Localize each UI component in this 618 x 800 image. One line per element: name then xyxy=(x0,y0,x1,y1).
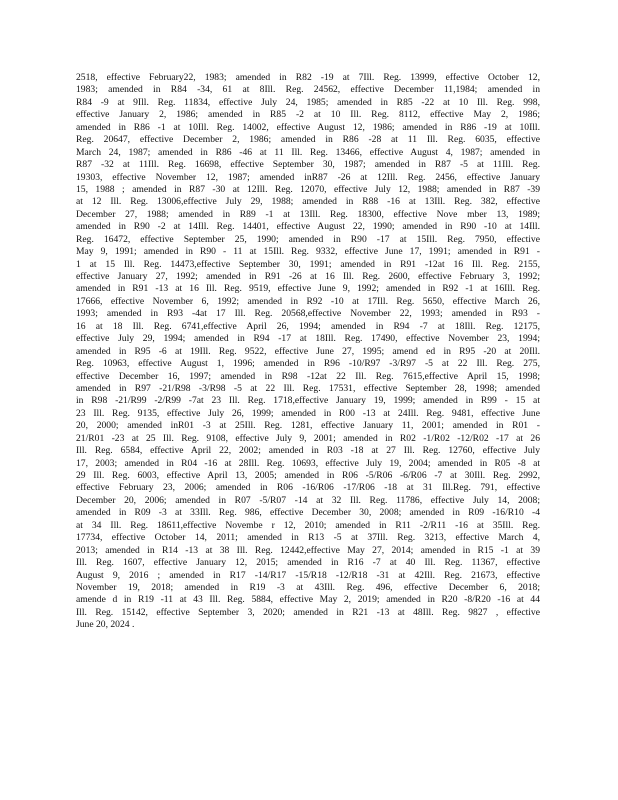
text-line: 1 at 15 Ill. Reg. 14473,effective September 30, 1991; amended in R91 -12at 16 Ill. Reg. 2155, xyxy=(76,258,540,270)
text-line: Reg. 10963, effective August 1, 1996; amended in R96 -10/R97 -3/R97 -5 at 22 Ill. Reg. 275, xyxy=(76,358,540,370)
text-line: R84 -9 at 9Ill. Reg. 11834, effective July 24, 1985; amended in R85 -22 at 10 Ill. Reg. 998, xyxy=(76,96,540,108)
text-line: 19303, effective November 12, 1987; amended inR87 -26 at 12Ill. Reg. 2456, effective January xyxy=(76,171,540,183)
text-line: May 9, 1991; amended in R90 - 11 at 15Ill. Reg. 9332, effective June 17, 1991; amended in R91 - xyxy=(76,246,540,258)
text-line: R87 -32 at 11Ill. Reg. 16698, effective September 30, 1987; amended in R87 -5 at 11Ill. Reg. xyxy=(76,159,540,171)
text-line: 1993; amended in R93 -4at 17 Ill. Reg. 20568,effective November 22, 1993; amended in R93 - xyxy=(76,308,540,320)
text-line: effective January 27, 1992; amended in R91 -26 at 16 Ill. Reg. 2600, effective February 3, 1992; xyxy=(76,271,540,282)
text-line: amended in R09 -3 at 33Ill. Reg. 986, effective December 30, 2008; amended in R09 -16/R10 -4 xyxy=(76,507,540,519)
source-note-paragraph xyxy=(76,72,540,632)
text-line: 16 at 18 Ill. Reg. 6741,effective April 26, 1994; amended in R94 -7 at 18Ill. Reg. 12175, xyxy=(76,320,540,332)
text-line: 2013; amended in R14 -13 at 38 Ill. Reg. 12442,effective May 27, 2014; amended in R15 -1 at 39 xyxy=(76,544,540,556)
text-line: November 19, 2018; amended in R19 -3 at 43Ill. Reg. 496, effective December 6, 2018; xyxy=(76,581,540,593)
text-line: 17, 2003; amended in R04 -16 at 28Ill. Reg. 10693, effective July 19, 2004; amended in R05 -8 at xyxy=(76,457,540,469)
text-line: amended in R90 -2 at 14Ill. Reg. 14401, effective August 22, 1990; amended in R90 -10 at 14Ill. xyxy=(76,221,540,233)
text-line: effective February 23, 2006; amended in R06 -16/R06 -17/R06 -18 at 31 Ill.Reg. 791, effective xyxy=(76,482,540,494)
text-line: at 12 Ill. Reg. 13006,effective July 29, 1988; amended in R88 -16 at 13Ill. Reg. 382, effective xyxy=(76,196,540,208)
text-line: 17666, effective November 6, 1992; amended in R92 -10 at 17Ill. Reg. 5650, effective March 26, xyxy=(76,295,540,307)
text-line: 17734, effective October 14, 2011; amended in R13 -5 at 37Ill. Reg. 3213, effective March 4, xyxy=(76,532,540,544)
text-line: Ill. Reg. 6584, effective April 22, 2002; amended in R03 -18 at 27 Ill. Reg. 12760, effective July xyxy=(76,445,540,457)
text-line: effective December 16, 1997; amended in R98 -12at 22 Ill. Reg. 7615,effective April 15, 1998; xyxy=(76,370,540,382)
text-line: 29 Ill. Reg. 6003, effective April 13, 2005; amended in R06 -5/R06 -6/R06 -7 at 30Ill. Reg. 2992, xyxy=(76,470,540,481)
text-line: amended in R95 -6 at 19Ill. Reg. 9522, effective June 27, 1995; amend ed in R95 -20 at 20Ill. xyxy=(76,345,540,357)
text-line: Reg. 16472, effective September 25, 1990; amended in R90 -17 at 15Ill. Reg. 7950, effective xyxy=(76,233,540,245)
text-line: December 20, 2006; amended in R07 -5/R07 -14 at 32 Ill. Reg. 11786, effective July 14, 2008; xyxy=(76,494,540,506)
text-line: in R98 -21/R99 -2/R99 -7at 23 Ill. Reg. 1718,effective January 19, 1999; amended in R99 - 15 at xyxy=(76,395,540,407)
text-line: March 24, 1987; amended in R86 -46 at 11 Ill. Reg. 13466, effective August 4, 1987; amended in xyxy=(76,146,540,158)
text-line: amended in R86 -1 at 10Ill. Reg. 14002, effective August 12, 1986; amended in R86 -19 at 10Ill. xyxy=(76,121,540,133)
text-line: amende d in R19 -11 at 43 Ill. Reg. 5884, effective May 2, 2019; amended in R20 -8/R20 -16 at 44 xyxy=(76,594,540,606)
text-line: August 9, 2016 ; amended in R17 -14/R17 -15/R18 -12/R18 -31 at 42Ill. Reg. 21673, effective xyxy=(76,569,540,581)
text-line: 1983; amended in R84 -34, 61 at 8Ill. Reg. 24562, effective December 11,1984; amended in xyxy=(76,84,540,96)
text-line: amended in R91 -13 at 16 Ill. Reg. 9519, effective June 9, 1992; amended in R92 -1 at 16Ill. Reg. xyxy=(76,283,540,295)
text-line: effective July 29, 1994; amended in R94 -17 at 18Ill. Reg. 17490, effective November 23, 1994; xyxy=(76,333,540,345)
text-line: 20, 2000; amended inR01 -3 at 25Ill. Reg. 1281, effective January 11, 2001; amended in R01 - xyxy=(76,420,540,432)
text-line: 23 Ill. Reg. 9135, effective July 26, 1999; amended in R00 -13 at 24Ill. Reg. 9481, effective June xyxy=(76,407,540,419)
text-line: effective January 2, 1986; amended in R85 -2 at 10 Ill. Reg. 8112, effective May 2, 1986; xyxy=(76,109,540,121)
text-line: Ill. Reg. 1607, effective January 12, 2015; amended in R16 -7 at 40 Ill. Reg. 11367, effective xyxy=(76,557,540,569)
text-line: at 34 Ill. Reg. 18611,effective Novembe r 12, 2010; amended in R11 -2/R11 -16 at 35Ill. Reg. xyxy=(76,519,540,531)
text-line: Reg. 20647, effective December 2, 1986; amended in R86 -28 at 11 Ill. Reg. 6035, effective xyxy=(76,134,540,146)
text-line: December 27, 1988; amended in R89 -1 at 13Ill. Reg. 18300, effective Nove mber 13, 1989; xyxy=(76,208,540,220)
text-line: June 20, 2024 . xyxy=(76,619,135,631)
text-line: 15, 1988 ; amended in R87 -30 at 12Ill. Reg. 12070, effective July 12, 1988; amended in R87 -39 xyxy=(76,183,540,195)
text-line: 21/R01 -23 at 25 Ill. Reg. 9108, effective July 9, 2001; amended in R02 -1/R02 -12/R02 -17 at 26 xyxy=(76,432,540,444)
text-line: Ill. Reg. 15142, effective September 3, 2020; amended in R21 -13 at 48Ill. Reg. 9827 , effective xyxy=(76,606,540,618)
text-line: amended in R97 -21/R98 -3/R98 -5 at 22 Ill. Reg. 17531, effective September 28, 1998; amended xyxy=(76,382,540,394)
text-line: 2518, effective February22, 1983; amended in R82 -19 at 7Ill. Reg. 13999, effective October 12, xyxy=(76,72,540,83)
